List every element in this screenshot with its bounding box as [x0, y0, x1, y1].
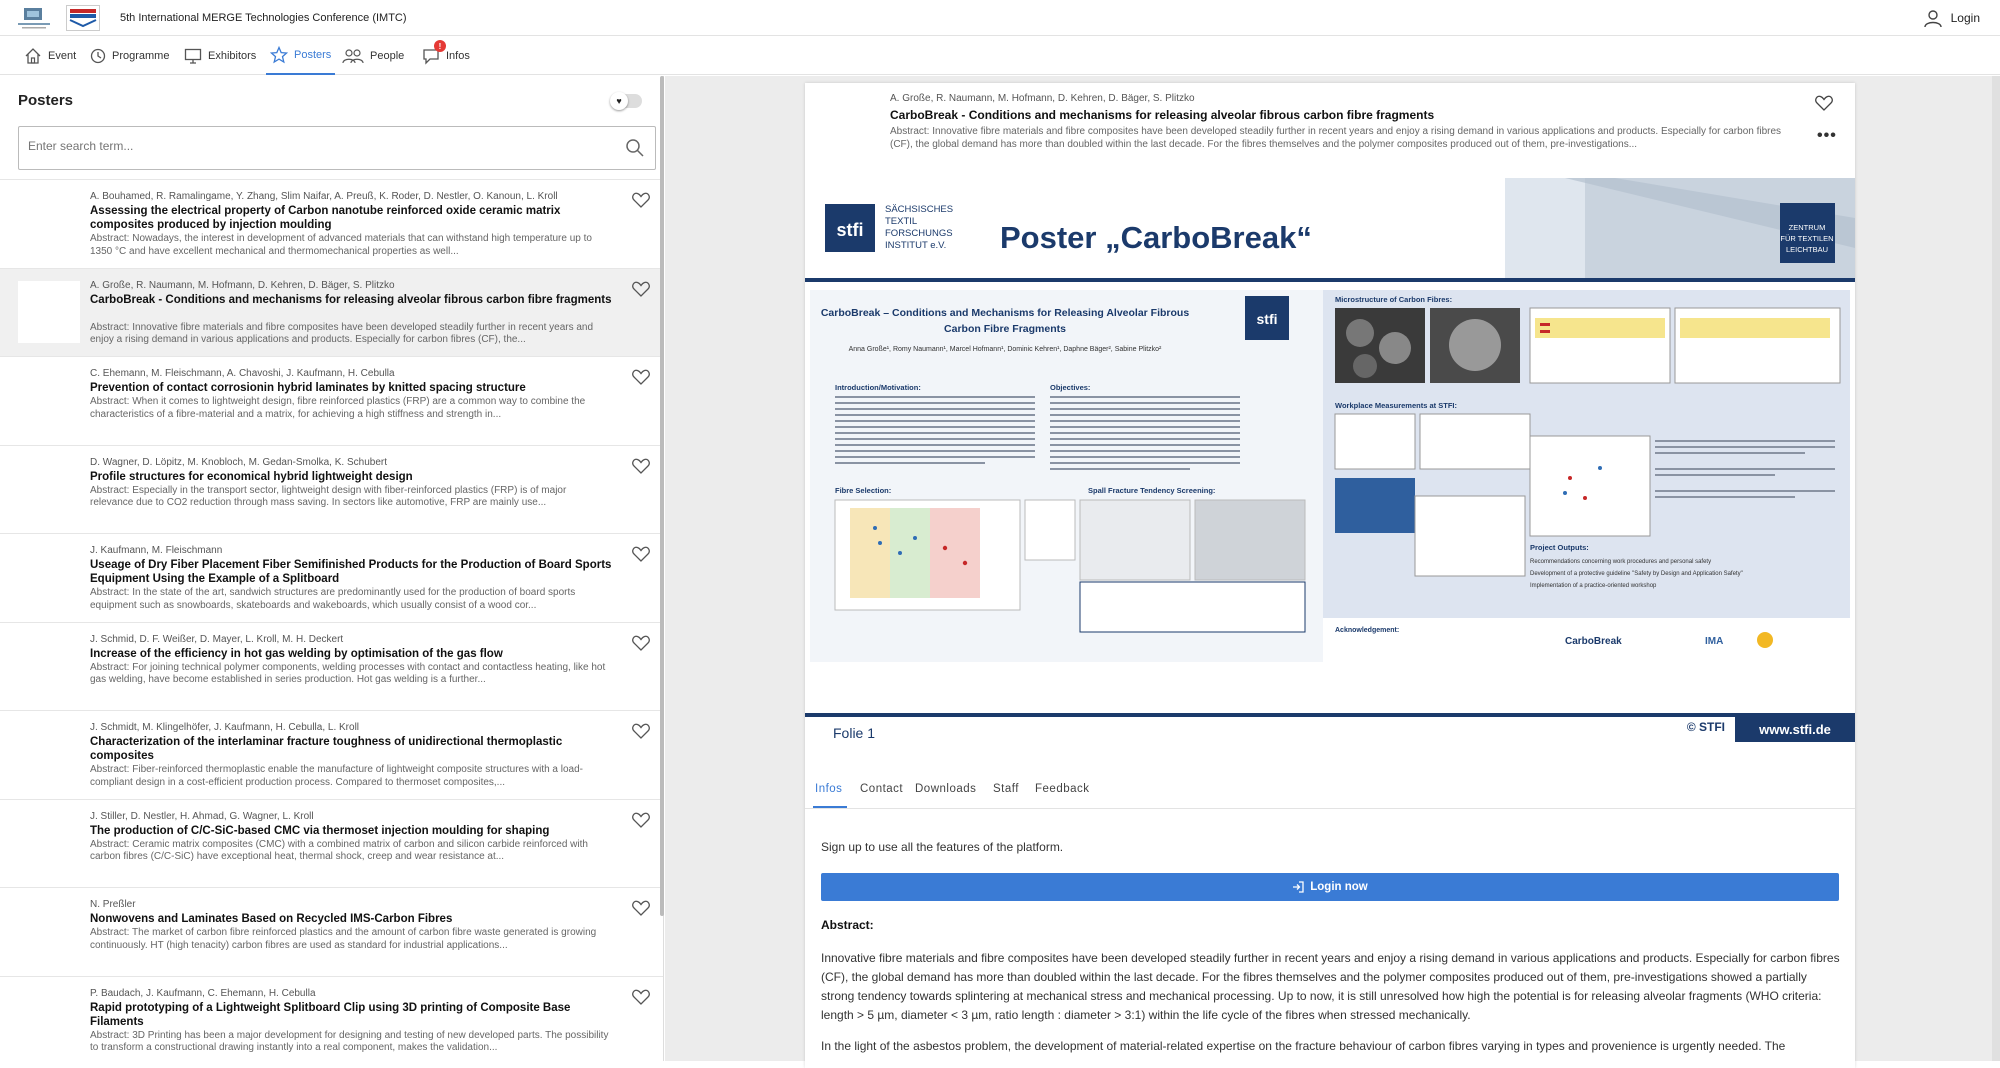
nav-exhibitors-label: Exhibitors: [208, 50, 257, 62]
poster-section-heading: Microstructure of Carbon Fibres:: [1335, 295, 1453, 304]
list-scrollbar[interactable]: [660, 76, 664, 916]
detail-tabs: [805, 773, 1855, 809]
poster-detail-card: [805, 83, 1855, 1068]
login-icon: [1292, 881, 1304, 893]
abstract-paragraph: In the light of the asbestos problem, the development of material-related expertise on the fracture behaviour of carbon fibres varying in types and provenience is urgently needed. The: [821, 1039, 1786, 1053]
favorite-heart-icon[interactable]: [632, 900, 650, 916]
poster-list-panel: [0, 76, 664, 1061]
login-link[interactable]: [1923, 8, 1980, 28]
poster-title: The production of C/C-SiC-based CMC via thermoset injection moulding for shaping: [90, 824, 550, 837]
poster-abstract: Abstract: The market of carbon fibre reinforced plastics and the amount of carbon fibre waste generated is growing continuously. HT (high tenacity) carbon fibres are used as standard for industrial applications...: [90, 927, 597, 951]
poster-output-item: Implementation of a practice-oriented workshop: [1530, 583, 1657, 589]
poster-list-item[interactable]: [0, 976, 664, 1062]
poster-section-heading: Workplace Measurements at STFI:: [1335, 401, 1457, 410]
search-icon[interactable]: [625, 138, 645, 158]
detail-title: CarboBreak - Conditions and mechanisms for releasing alveolar fibrous carbon fibre fragments: [890, 108, 1435, 122]
poster-section-heading: Objectives:: [1050, 383, 1091, 392]
poster-authors: A. Bouhamed, R. Ramalingame, Y. Zhang, Slim Naifar, A. Preuß, K. Roder, D. Nestler, O. Kanoun, L. Kroll: [90, 191, 558, 202]
poster-badge-text: LEICHTBAU: [1785, 245, 1829, 254]
favorite-heart-icon[interactable]: [632, 723, 650, 739]
poster-inner-title: Carbon Fibre Fragments: [944, 323, 1066, 335]
poster-footer-url: www.stfi.de: [1759, 722, 1831, 737]
poster-list-item[interactable]: [0, 445, 664, 534]
poster-authors: J. Schmidt, M. Klingelhöfer, J. Kaufmann, H. Cebulla, L. Kroll: [90, 722, 360, 733]
poster-title: Characterization of the interlaminar fracture toughness of unidirectional thermoplastic composites: [90, 736, 563, 762]
poster-authors: D. Wagner, D. Löpitz, M. Knobloch, M. Gedan-Smolka, K. Schubert: [90, 456, 387, 468]
nav-exhibitors[interactable]: [184, 37, 256, 75]
poster-title: Nonwovens and Laminates Based on Recycled IMS-Carbon Fibres: [90, 913, 453, 925]
nav-infos-label: Infos: [446, 50, 470, 62]
poster-authors: C. Ehemann, M. Fleischmann, A. Chavoshi, J. Kaufmann, H. Cebulla: [90, 368, 395, 379]
nav-posters[interactable]: [266, 37, 335, 75]
poster-list-item[interactable]: [0, 799, 664, 888]
poster-authors: J. Kaufmann, M. Fleischmann: [90, 545, 223, 556]
poster-inner-authors: Anna Große¹, Romy Naumann¹, Marcel Hofmann¹, Dominic Kehren¹, Daphne Bäger², Sabine Plitzko²: [848, 346, 1162, 353]
favorite-heart-icon[interactable]: [632, 281, 650, 297]
poster-title: Useage of Dry Fiber Placement Fiber Semifinished Products for the Production of Board Sports Equipment Using the Example of a Splitboard: [90, 559, 612, 585]
poster-graphic: [805, 178, 1855, 758]
poster-partner-logo: CarboBreak: [1565, 636, 1622, 647]
nav-people[interactable]: [342, 37, 404, 75]
poster-list-item[interactable]: [0, 179, 664, 268]
favorite-heart-icon[interactable]: [1815, 95, 1833, 111]
poster-abstract: Abstract: For joining technical polymer components, welding processes with contact and contactless heating, like hot gas welding, have become established in series production. Hot gas welding is a further...: [90, 661, 606, 685]
poster-badge-text: ZENTRUM: [1788, 223, 1826, 232]
nav-people-label: People: [370, 50, 405, 62]
poster-authors: A. Große, R. Naumann, M. Hofmann, D. Kehren, D. Bäger, S. Plitzko: [90, 279, 395, 291]
favorite-heart-icon[interactable]: [632, 369, 650, 385]
organizer-logo[interactable]: [14, 6, 54, 30]
active-tab-indicator: [813, 806, 847, 808]
people-icon: [342, 48, 364, 64]
poster-output-item: Recommendations concerning work procedures and personal safety: [1530, 559, 1712, 565]
poster-section-heading: Introduction/Motivation:: [835, 383, 921, 392]
search-box: [18, 126, 656, 170]
poster-list-item-selected[interactable]: [0, 268, 664, 357]
poster-badge-text: FÜR TEXTILEN: [1780, 234, 1834, 243]
login-now-label: Login now: [1310, 881, 1368, 893]
merge-logo[interactable]: [66, 5, 100, 31]
favorite-heart-icon[interactable]: [632, 635, 650, 651]
poster-org-logo: stfi: [836, 220, 864, 240]
signup-message: Sign up to use all the features of the platform.: [821, 840, 1064, 854]
poster-title: CarboBreak - Conditions and mechanisms for releasing alveolar fibrous carbon fibre fragments: [90, 293, 612, 306]
poster-title: Rapid prototyping of a Lightweight Splitboard Clip using 3D printing of Composite Base Filaments: [90, 1001, 571, 1028]
poster-org-name: INSTITUT e.V.: [885, 240, 947, 251]
search-input[interactable]: [28, 139, 608, 153]
poster-abstract: Abstract: Innovative fibre materials and fibre composites have been developed steadily further in recent years and enjoy a rising demand in various applications and products. Especially for carbon fibres (CF), the...: [90, 321, 594, 345]
poster-thumbnail: [18, 281, 80, 343]
detail-scrollbar[interactable]: [1992, 76, 2000, 1061]
poster-abstract: Abstract: Nowadays, the interest in development of advanced materials that can withstand high temperature up to 1350 °C and have excellent mechanical and thermomechanical properties as well...: [90, 233, 592, 257]
poster-section-heading: Fibre Selection:: [835, 486, 892, 495]
poster-list-item[interactable]: [0, 710, 664, 799]
monitor-icon: [184, 48, 202, 64]
favorite-heart-icon[interactable]: [632, 546, 650, 562]
login-label: Login: [1950, 11, 1980, 25]
star-icon: [270, 46, 288, 64]
poster-detail-panel: [665, 76, 2000, 1061]
tab-infos[interactable]: Infos: [815, 783, 843, 795]
poster-list-item[interactable]: [0, 887, 664, 976]
poster-list-item[interactable]: [0, 356, 664, 445]
poster-footer-copyright: © STFI: [1686, 720, 1725, 734]
poster-abstract: Abstract: Especially in the transport sector, lightweight design with fiber-reinforced plastics (FRP) is of major relevance due to CO2 reduction through mass saving. In sectors like automotive, FRP are mainly use...: [90, 484, 567, 508]
poster-org-name: SÄCHSISCHES: [885, 204, 954, 215]
poster-section-heading: Acknowledgement:: [1335, 627, 1400, 634]
favorite-heart-icon[interactable]: [632, 192, 650, 208]
poster-authors: P. Baudach, J. Kaufmann, C. Ehemann, H. Cebulla: [90, 987, 316, 999]
poster-abstract: Abstract: When it comes to lightweight design, fibre reinforced plastics (FRP) are a common way to combine the characteristics of a fibre-material and a matrix, for achieving a high stiffness and strength in...: [90, 396, 586, 420]
poster-section-heading: Spall Fracture Tendency Screening:: [1088, 486, 1216, 495]
nav-event[interactable]: [24, 37, 76, 75]
poster-list: [0, 179, 664, 1061]
nav-programme[interactable]: [90, 37, 169, 75]
tab-feedback[interactable]: Feedback: [1035, 783, 1090, 795]
nav-posters-label: Posters: [294, 49, 332, 61]
home-icon: [24, 47, 42, 65]
user-icon: [1923, 8, 1943, 28]
favorite-heart-icon[interactable]: [632, 812, 650, 828]
poster-title: Assessing the electrical property of Carbon nanotube reinforced oxide ceramic matrix composites produced by injection moulding: [90, 205, 561, 231]
tab-contact[interactable]: Contact: [860, 783, 904, 795]
nav-infos[interactable]: [422, 37, 470, 75]
poster-title: Prevention of contact corrosionin hybrid laminates by knitted spacing structure: [90, 382, 526, 394]
conference-title: 5th International MERGE Technologies Conference (IMTC): [120, 12, 407, 24]
poster-output-item: Development of a protective guideline "Safety by Design and Application Safety": [1530, 571, 1743, 577]
poster-partner-logo: IMA: [1705, 636, 1724, 647]
main-nav: [0, 37, 2000, 75]
tab-staff[interactable]: Staff: [993, 783, 1019, 795]
poster-abstract: Abstract: In the state of the art, sandwich structures are predominantly used for the production of board sports equipment such as snowboards, skateboards and wakeboards, which usually consist of a wood cor...: [90, 587, 576, 611]
poster-section-heading: Project Outputs:: [1530, 543, 1589, 552]
poster-authors: J. Schmid, D. F. Weißer, D. Mayer, L. Kroll, M. H. Deckert: [90, 633, 344, 645]
top-bar: [0, 0, 2000, 36]
favorites-toggle[interactable]: [612, 94, 642, 108]
clock-icon: [90, 48, 106, 64]
poster-abstract: Abstract: Ceramic matrix composites (CMC) with a combined matrix of carbon and silicon carbide reinforced with carbon fibres (C/C-SiC) have exceptional heat, thermal shock, creep and wear resistance at...: [90, 838, 588, 862]
nav-event-label: Event: [48, 50, 77, 62]
abstract-paragraph: Innovative fibre materials and fibre composites have been developed steadily further in recent years and enjoy a rising demand in various applications and products. Especially for carbon fibres (CF), the global demand has more than doubled within the last decade. For the fibres themselves and the polymer composites produced out of them, pre-investigations showed a partially strong tendency towards splintering at mechanical stress and mechanical processing. Up to now, it is still unresolved how high the potential is for releasing alveolar fragments (WHO criteria: length > 5 µm, diameter < 3 µm, ratio length : diameter > 3:1) within the life cycle of the fibres when stressed mechanically.: [821, 951, 1840, 1022]
poster-list-item[interactable]: [0, 622, 664, 711]
nav-programme-label: Programme: [112, 50, 170, 62]
infos-badge: !: [434, 40, 446, 52]
poster-abstract: Abstract: Fiber-reinforced thermoplastic enable the manufacture of lightweight composite structures with a load-compliant design in a cost-efficient production process. Compared to thermoset composites,...: [90, 764, 584, 788]
poster-org-name: TEXTIL: [885, 216, 918, 227]
panel-title: Posters: [18, 92, 74, 109]
poster-abstract: Abstract: 3D Printing has been a major development for designing and testing of new developed parts. The possibility to transform a constructional drawing instantly into a real component, makes the validation...: [90, 1029, 609, 1053]
heart-icon: ♥: [610, 92, 628, 110]
poster-footer-slide: Folie 1: [833, 725, 876, 741]
poster-authors: J. Stiller, D. Nestler, H. Ahmad, G. Wagner, L. Kroll: [90, 810, 314, 822]
poster-inner-title: CarboBreak – Conditions and Mechanisms for Releasing Alveolar Fibrous: [820, 307, 1190, 319]
poster-inner-logo: stfi: [1256, 311, 1278, 327]
favorite-heart-icon[interactable]: [632, 989, 650, 1005]
poster-authors: N. Preßler: [90, 899, 136, 910]
tab-downloads[interactable]: Downloads: [915, 783, 977, 795]
poster-title: Increase of the efficiency in hot gas welding by optimisation of the gas flow: [90, 647, 503, 660]
abstract-heading: Abstract:: [821, 918, 874, 932]
poster-list-item[interactable]: [0, 533, 664, 622]
detail-abstract-preview: Abstract: Innovative fibre materials and fibre composites have been developed steadily further in recent years and enjoy a rising demand in various applications and products. Especially for carbon fibres (CF), the global demand has more than doubled within the last decade. For the fibres themselves and the polymer composites produced out of them, pre-investigations...: [890, 126, 1782, 150]
detail-authors: A. Große, R. Naumann, M. Hofmann, D. Kehren, D. Bäger, S. Plitzko: [890, 93, 1195, 104]
poster-title: Profile structures for economical hybrid lightweight design: [90, 470, 413, 483]
poster-image[interactable]: [805, 178, 1855, 758]
login-now-button[interactable]: [821, 873, 1839, 901]
more-options-icon[interactable]: •••: [1817, 127, 1837, 144]
favorite-heart-icon[interactable]: [632, 458, 650, 474]
poster-heading: Poster „CarboBreak“: [1000, 220, 1312, 255]
poster-org-name: FORSCHUNGS: [885, 228, 953, 239]
